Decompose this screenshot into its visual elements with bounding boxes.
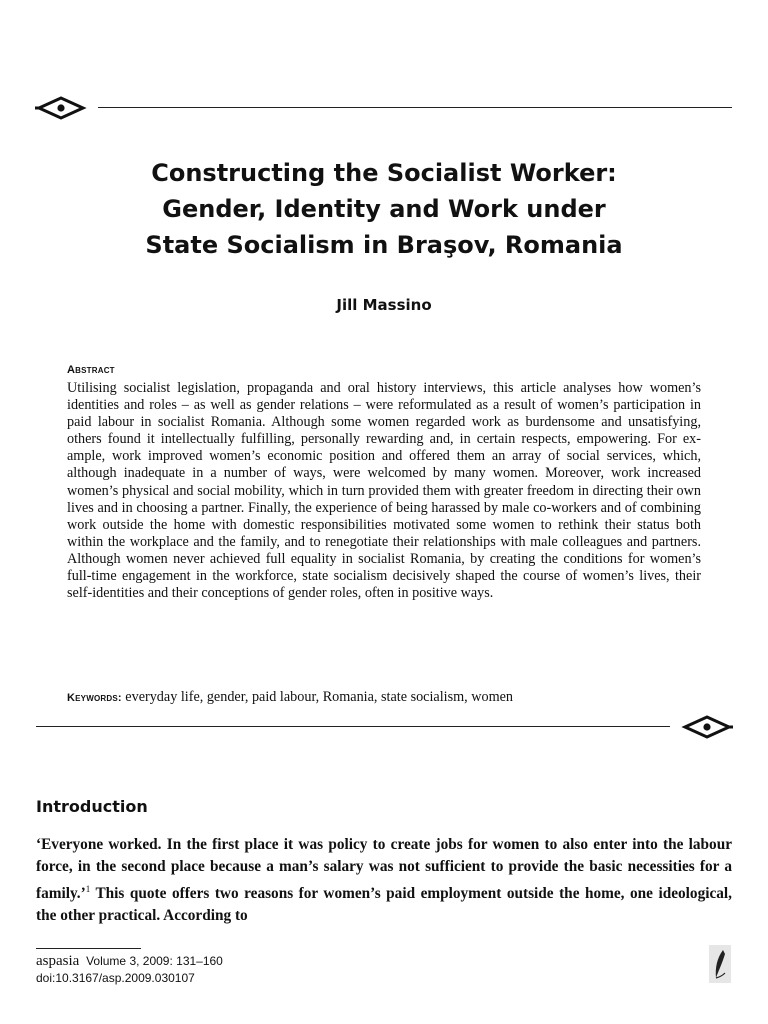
footer-citation [36, 953, 223, 970]
footnote-marker[interactable]: 1 [85, 884, 91, 894]
article-title [0, 155, 768, 263]
diamond-eye-ornament-top [35, 96, 87, 120]
title-line-1: Constructing the Socialist Worker: [151, 159, 617, 187]
keywords-text: everyday life, gender, paid labour, Romania, state socialism, women [125, 689, 514, 705]
author-name: Jill Massino [336, 296, 432, 314]
diamond-eye-ornament-bottom [681, 715, 733, 739]
introduction-heading: Introduction [36, 797, 148, 816]
abstract-heading: Abstract [67, 364, 115, 376]
title-line-2: Gender, Identity and Work under [162, 195, 606, 223]
paragraph-text-2: This quote offers two reasons for women’s paid employment outside the home, one ideological, the other practical. According to [36, 885, 732, 925]
keywords-label: Keywords: [67, 692, 122, 704]
publisher-logo-icon [708, 944, 732, 984]
footer-rule [36, 948, 141, 949]
journal-volume: Volume 3, 2009: 131–160 [86, 954, 223, 968]
doi-link[interactable]: doi:10.3167/asp.2009.030107 [36, 971, 195, 985]
introduction-paragraph [36, 834, 732, 927]
title-line-3: State Socialism in Braşov, Romania [145, 231, 623, 259]
abstract-end-rule [36, 726, 670, 727]
header-rule [98, 107, 732, 108]
keywords-line [67, 689, 707, 706]
abstract-text: Utilising socialist legislation, propaganda and oral history interviews, this article analyses how women’s identities and roles – as well as gender relations – were reformulated as a result of women’s participation in paid labour in socialist Romania. Although some women regarded work as burdensome and unsatisfying, others found it intellectually fulfilling, personally rewarding and, in certain respects, empowering. For example, work improved women’s economic position and offered them an array of social services, which, although inadequate in a number of ways, were welcomed by many women. Moreover, work increased women’s physical and social mobility, which in turn provided them with greater freedom in directing their own lives and in choosing a partner. Finally, the experience of being harassed by male co-workers and of combining work outside the home with domestic responsibilities motivated some women to rethink their status both within the workplace and the family, and to renegotiate their relationships with male colleagues and partners. Although women never achieved full equality in socialist Romania, by creating the conditions for women’s full-time engagement in the workforce, state socialism decisively shaped the course of women’s lives, their self-identities and their conceptions of gender roles, often in positive ways. [67, 380, 701, 602]
journal-name: aspasia [36, 953, 80, 969]
paragraph-text-1: ‘Everyone worked. In the first place it was policy to create jobs for women to also enter into the labour force, in the second place because a man’s salary was not sufficient to provide the basic necessities for a family.’ [36, 836, 732, 903]
